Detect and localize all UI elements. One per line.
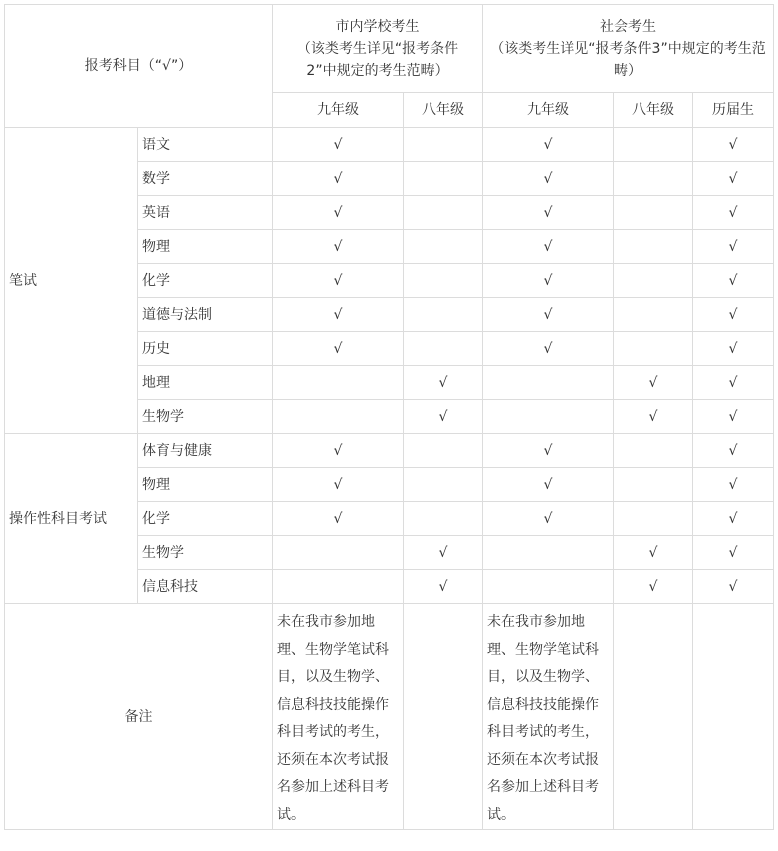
subject-cell: 化学 [138, 502, 273, 536]
check-cell [614, 298, 693, 332]
check-cell [273, 366, 404, 400]
column-header: 八年级 [404, 93, 483, 128]
check-cell: √ [483, 230, 614, 264]
check-cell: √ [693, 264, 774, 298]
check-cell [614, 162, 693, 196]
check-cell: √ [273, 298, 404, 332]
check-cell [404, 162, 483, 196]
group-title: 社会考生 [600, 18, 657, 35]
check-cell: √ [693, 196, 774, 230]
check-cell: √ [483, 196, 614, 230]
subject-cell: 道德与法制 [138, 298, 273, 332]
column-header: 九年级 [483, 93, 614, 128]
check-cell: √ [273, 468, 404, 502]
check-cell: √ [273, 502, 404, 536]
check-cell: √ [483, 502, 614, 536]
check-cell [404, 332, 483, 366]
check-cell [614, 434, 693, 468]
check-cell: √ [404, 366, 483, 400]
check-cell: √ [614, 366, 693, 400]
subject-cell: 历史 [138, 332, 273, 366]
subject-cell: 英语 [138, 196, 273, 230]
check-cell: √ [273, 196, 404, 230]
check-cell: √ [693, 230, 774, 264]
group-subtitle: （该类考生详见“报考条件3”中规定的考生范畴） [490, 40, 766, 79]
check-cell [404, 468, 483, 502]
subject-cell: 数学 [138, 162, 273, 196]
check-cell: √ [273, 162, 404, 196]
check-cell: √ [614, 570, 693, 604]
check-cell [273, 570, 404, 604]
section-label: 操作性科目考试 [5, 434, 138, 604]
column-header: 八年级 [614, 93, 693, 128]
subject-cell: 生物学 [138, 536, 273, 570]
check-cell [404, 196, 483, 230]
subject-cell: 化学 [138, 264, 273, 298]
check-cell: √ [693, 128, 774, 162]
group-header-local [273, 5, 483, 93]
check-cell: √ [483, 298, 614, 332]
remarks-note: 未在我市参加地理、生物学笔试科目，以及生物学、信息科技技能操作科目考试的考生，还须在本次考试报名参加上述科目考试。 [273, 604, 404, 830]
table-row [5, 434, 774, 468]
column-header: 九年级 [273, 93, 404, 128]
check-cell: √ [273, 264, 404, 298]
check-cell [483, 366, 614, 400]
check-cell: √ [693, 570, 774, 604]
column-header: 历届生 [693, 93, 774, 128]
check-cell [483, 570, 614, 604]
exam-subject-table [4, 4, 774, 830]
check-cell: √ [693, 400, 774, 434]
check-cell: √ [483, 468, 614, 502]
check-cell [404, 128, 483, 162]
check-cell: √ [404, 400, 483, 434]
subject-cell: 语文 [138, 128, 273, 162]
subject-cell: 物理 [138, 230, 273, 264]
check-cell [404, 264, 483, 298]
remarks-label: 备注 [5, 604, 273, 830]
subject-cell: 体育与健康 [138, 434, 273, 468]
remarks-note [614, 604, 693, 830]
check-cell: √ [483, 264, 614, 298]
check-cell: √ [693, 162, 774, 196]
group-subtitle: （该类考生详见“报考条件2”中规定的考生范畴） [296, 40, 459, 79]
check-cell [614, 230, 693, 264]
remarks-row [5, 604, 774, 830]
check-cell: √ [693, 536, 774, 570]
check-cell [404, 298, 483, 332]
check-cell [614, 196, 693, 230]
group-header-social [483, 5, 774, 93]
check-cell [614, 502, 693, 536]
check-cell: √ [483, 162, 614, 196]
check-cell: √ [693, 434, 774, 468]
check-cell [614, 468, 693, 502]
check-cell [404, 434, 483, 468]
check-cell [614, 264, 693, 298]
check-cell: √ [483, 332, 614, 366]
check-cell: √ [693, 332, 774, 366]
check-cell: √ [483, 128, 614, 162]
check-cell [614, 128, 693, 162]
check-cell [614, 332, 693, 366]
check-cell [273, 400, 404, 434]
check-cell: √ [483, 434, 614, 468]
check-cell: √ [404, 536, 483, 570]
subject-cell: 物理 [138, 468, 273, 502]
subject-cell: 生物学 [138, 400, 273, 434]
subject-cell: 信息科技 [138, 570, 273, 604]
remarks-note [693, 604, 774, 830]
check-cell: √ [693, 468, 774, 502]
check-cell: √ [273, 230, 404, 264]
check-cell: √ [273, 332, 404, 366]
check-cell: √ [693, 298, 774, 332]
section-label: 笔试 [5, 128, 138, 434]
check-cell: √ [614, 536, 693, 570]
check-cell [404, 502, 483, 536]
check-cell [483, 400, 614, 434]
check-cell [483, 536, 614, 570]
check-cell: √ [693, 366, 774, 400]
check-cell [273, 536, 404, 570]
table-row [5, 128, 774, 162]
check-cell: √ [273, 434, 404, 468]
check-cell: √ [614, 400, 693, 434]
check-cell: √ [693, 502, 774, 536]
subject-cell: 地理 [138, 366, 273, 400]
check-cell: √ [404, 570, 483, 604]
remarks-note: 未在我市参加地理、生物学笔试科目，以及生物学、信息科技技能操作科目考试的考生，还须在本次考试报名参加上述科目考试。 [483, 604, 614, 830]
group-title: 市内学校考生 [335, 18, 420, 35]
check-cell [404, 230, 483, 264]
subject-header: 报考科目（“√”） [5, 5, 273, 128]
check-cell: √ [273, 128, 404, 162]
remarks-note [404, 604, 483, 830]
